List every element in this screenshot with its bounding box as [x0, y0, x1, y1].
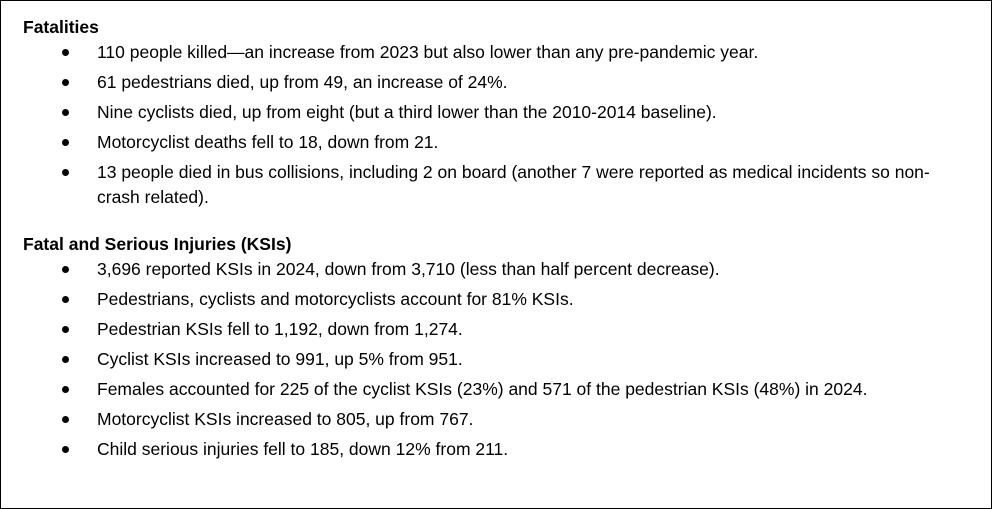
section-heading-fatalities: Fatalities [23, 17, 99, 37]
list-item: Nine cyclists died, up from eight (but a third lower than the 2010-2014 baseline). [23, 100, 963, 125]
list-item: Motorcyclist KSIs increased to 805, up from 767. [23, 407, 963, 432]
section-spacer [23, 215, 963, 232]
list-item: Females accounted for 225 of the cyclist KSIs (23%) and 571 of the pedestrian KSIs (48%) in 2024. [23, 377, 963, 402]
list-item: 13 people died in bus collisions, including 2 on board (another 7 were reported as medical incidents so non-crash related). [23, 160, 963, 210]
list-item: Cyclist KSIs increased to 991, up 5% from 951. [23, 347, 963, 372]
list-item: Motorcyclist deaths fell to 18, down from 21. [23, 130, 963, 155]
document-body [23, 15, 963, 467]
list-item: Child serious injuries fell to 185, down 12% from 211. [23, 437, 963, 462]
section-heading-ksis: Fatal and Serious Injuries (KSIs) [23, 234, 292, 254]
list-item: Pedestrians, cyclists and motorcyclists account for 81% KSIs. [23, 287, 963, 312]
ksis-list [23, 257, 963, 462]
list-item: 110 people killed—an increase from 2023 but also lower than any pre-pandemic year. [23, 40, 963, 65]
list-item: 3,696 reported KSIs in 2024, down from 3,710 (less than half percent decrease). [23, 257, 963, 282]
list-item: 61 pedestrians died, up from 49, an increase of 24%. [23, 70, 963, 95]
list-item: Pedestrian KSIs fell to 1,192, down from 1,274. [23, 317, 963, 342]
fatalities-list [23, 40, 963, 210]
